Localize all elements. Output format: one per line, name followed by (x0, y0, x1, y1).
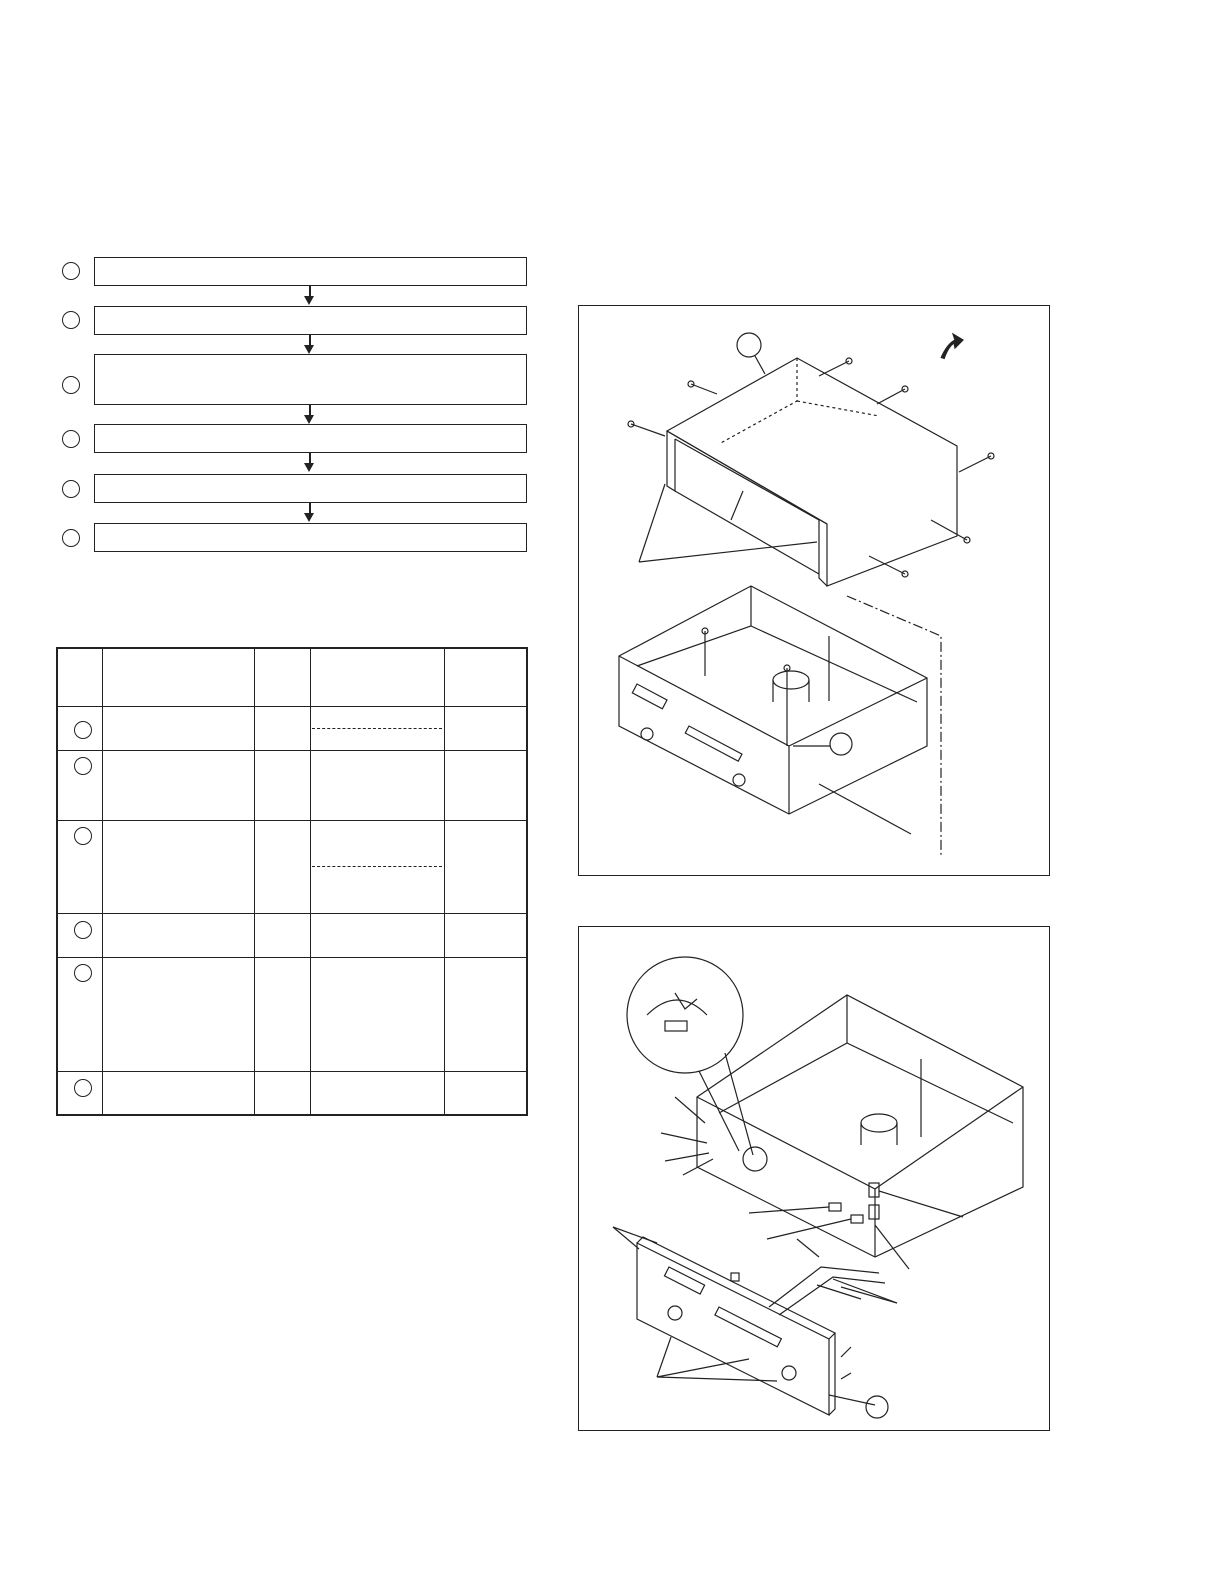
table-dashed-divider (312, 728, 442, 729)
flow-arrow-head (304, 345, 314, 354)
flow-step-1 (94, 257, 527, 286)
detail-marker-circle (743, 1147, 767, 1171)
row-step-circle (74, 964, 92, 982)
row-step-circle (74, 757, 92, 775)
table-column-divider (310, 649, 311, 1114)
flow-arrow-head (304, 463, 314, 472)
table-row-divider (58, 750, 526, 751)
step-number-circle (62, 529, 80, 547)
figure-front-panel-removal (578, 926, 1050, 1431)
table-dashed-divider (312, 866, 442, 867)
flow-arrow-head (304, 296, 314, 305)
step-number-circle (62, 376, 80, 394)
table-row-divider (58, 957, 526, 958)
flow-step-6 (94, 523, 527, 552)
step-number-circle (62, 311, 80, 329)
step-number-circle (62, 480, 80, 498)
exploded-view-drawing (579, 306, 1049, 875)
table-row-divider (58, 913, 526, 914)
table-column-divider (102, 649, 103, 1114)
flow-step-4 (94, 424, 527, 453)
table-column-divider (254, 649, 255, 1114)
table-row-divider (58, 820, 526, 821)
step-number-circle (62, 430, 80, 448)
disassembly-flowchart (0, 0, 560, 600)
flow-step-3 (94, 354, 527, 405)
flow-arrow-head (304, 415, 314, 424)
table-row-divider (58, 1071, 526, 1072)
exploded-view-drawing (579, 927, 1049, 1430)
table-row-divider (58, 706, 526, 707)
part-callout-circle (737, 333, 761, 357)
part-callout-circle (866, 1396, 888, 1418)
flow-step-2 (94, 306, 527, 335)
row-step-circle (74, 921, 92, 939)
flow-step-5 (94, 474, 527, 503)
curved-arrow-icon (941, 334, 963, 359)
figure-top-cover-removal (578, 305, 1050, 876)
table-column-divider (444, 649, 445, 1114)
step-number-circle (62, 262, 80, 280)
disassembly-parts-table (56, 647, 528, 1116)
row-step-circle (74, 827, 92, 845)
flow-arrow-head (304, 513, 314, 522)
part-callout-circle (830, 733, 852, 755)
row-step-circle (74, 1079, 92, 1097)
row-step-circle (74, 721, 92, 739)
